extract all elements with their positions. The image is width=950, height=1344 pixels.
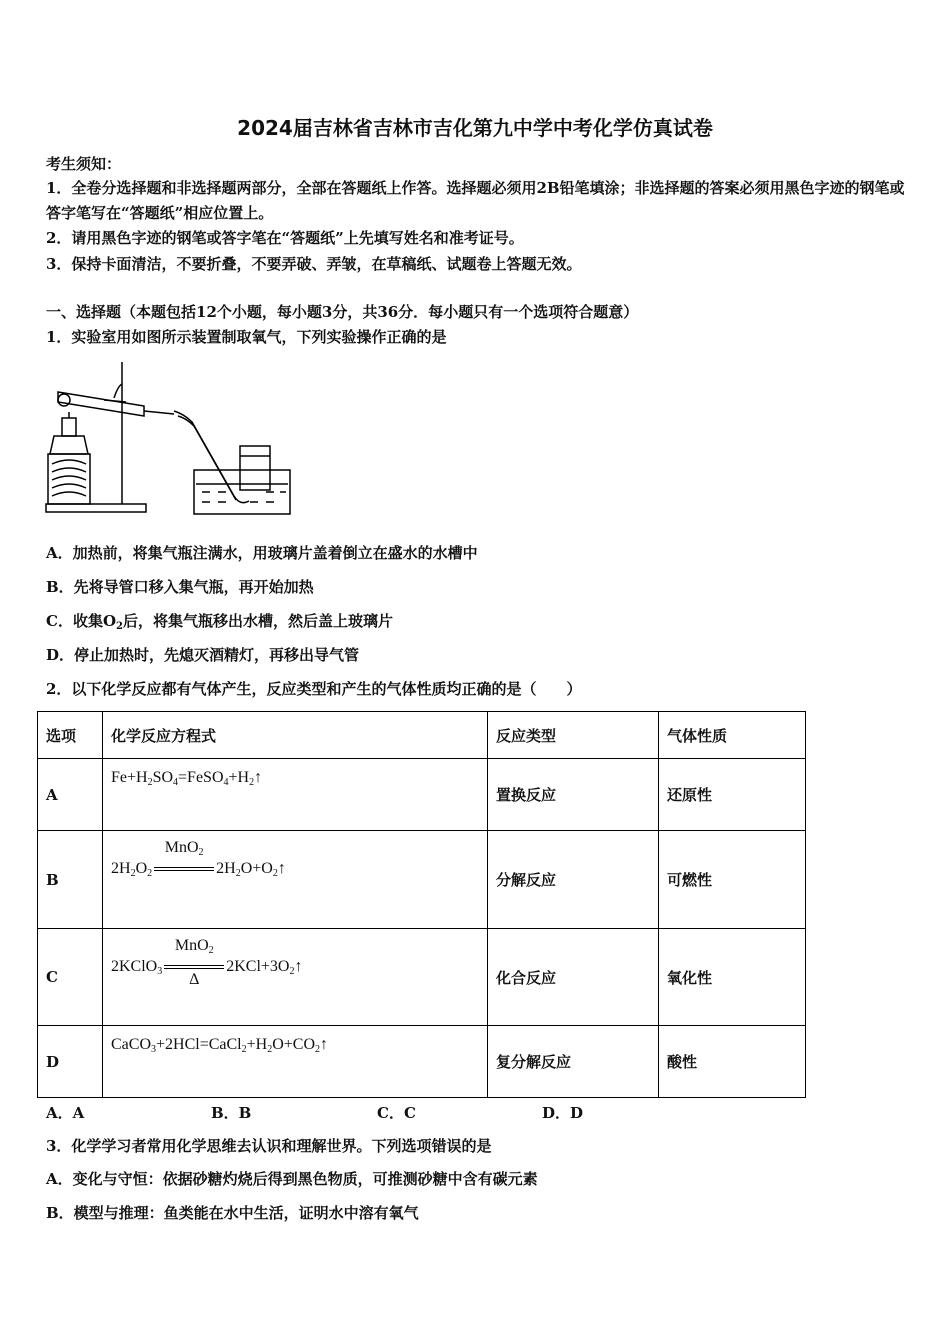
gas-property: 酸性 (659, 1026, 806, 1098)
gas-property: 可燃性 (659, 831, 806, 929)
q2-choice-a: A．A (46, 1104, 85, 1122)
q1-option-c: C．收集$O_2$后，将集气瓶移出水槽，然后盖上玻璃片 (46, 612, 394, 632)
table-row (38, 929, 806, 1026)
equation-cell: $Fe+H_2SO_4=FeSO_4+H_2↑$ (103, 759, 488, 831)
row-label: C (38, 929, 103, 1026)
table-header-row (38, 712, 806, 759)
table-row (38, 759, 806, 831)
q3-option-b: B．模型与推理：鱼类能在水中生活，证明水中溶有氧气 (46, 1204, 419, 1222)
row-label: B (38, 831, 103, 929)
notice-item-1: 1．全卷分选择题和非选择题两部分，全部在答题纸上作答。选择题必须用2B铅笔填涂；非选择题的答案必须用黑色字迹的钢笔或答字笔写在“答题纸”相应位置上。 (46, 179, 905, 222)
q1-option-a: A．加热前，将集气瓶注满水，用玻璃片盖着倒立在盛水的水槽中 (46, 544, 478, 562)
col-header-option: 选项 (38, 712, 103, 759)
q2-choice-b: B．B (211, 1104, 252, 1122)
q1-option-d: D．停止加热时，先熄灭酒精灯，再移出导气管 (46, 646, 360, 664)
col-header-property: 气体性质 (659, 712, 806, 759)
q2-reaction-table (37, 711, 806, 1098)
col-header-type: 反应类型 (488, 712, 659, 759)
reaction-type: 置换反应 (488, 759, 659, 831)
q3-option-a: A．变化与守恒：依据砂糖灼烧后得到黑色物质，可推测砂糖中含有碳元素 (46, 1170, 538, 1188)
q2-choice-c: C．C (377, 1104, 416, 1122)
question-3: 3．化学学习者常用化学思维去认识和理解世界。下列选项错误的是 (46, 1137, 492, 1155)
q2-choice-d: D．D (542, 1104, 584, 1122)
question-1: 1．实验室用如图所示装置制取氧气，下列实验操作正确的是 (46, 328, 447, 346)
gas-property: 氧化性 (659, 929, 806, 1026)
table-row (38, 1026, 806, 1098)
row-label: D (38, 1026, 103, 1098)
reaction-type: 分解反应 (488, 831, 659, 929)
page-title: 2024届吉林省吉林市吉化第九中学中考化学仿真试卷 (237, 116, 713, 140)
oxygen-apparatus-figure (44, 356, 304, 518)
row-label: A (38, 759, 103, 831)
reaction-type: 化合反应 (488, 929, 659, 1026)
equation-cell: $2H_2O_2$ MnO$_2$ $2H_2O+O_2↑$ (103, 831, 488, 929)
equation-cell: $CaCO_3+2HCl=CaCl_2+H_2O+CO_2↑$ (103, 1026, 488, 1098)
q1-option-b: B．先将导管口移入集气瓶，再开始加热 (46, 578, 314, 596)
notice-item-2: 2．请用黑色字迹的钢笔或答字笔在“答题纸”上先填写姓名和准考证号。 (46, 229, 524, 247)
notice-item-3: 3．保持卡面清洁，不要折叠，不要弄破、弄皱，在草稿纸、试题卷上答题无效。 (46, 255, 582, 273)
notice-heading: 考生须知： (46, 155, 122, 173)
question-2: 2．以下化学反应都有气体产生，反应类型和产生的气体性质均正确的是（ ） (46, 680, 582, 698)
reaction-type: 复分解反应 (488, 1026, 659, 1098)
col-header-equation: 化学反应方程式 (103, 712, 488, 759)
gas-property: 还原性 (659, 759, 806, 831)
table-row (38, 831, 806, 929)
section-heading: 一、选择题（本题包括12个小题，每小题3分，共36分．每小题只有一个选项符合题意） (46, 303, 639, 321)
equation-cell: 2KClO$_3$ MnO$_2$ Δ $2KCl+3O_2↑$ (103, 929, 488, 1026)
